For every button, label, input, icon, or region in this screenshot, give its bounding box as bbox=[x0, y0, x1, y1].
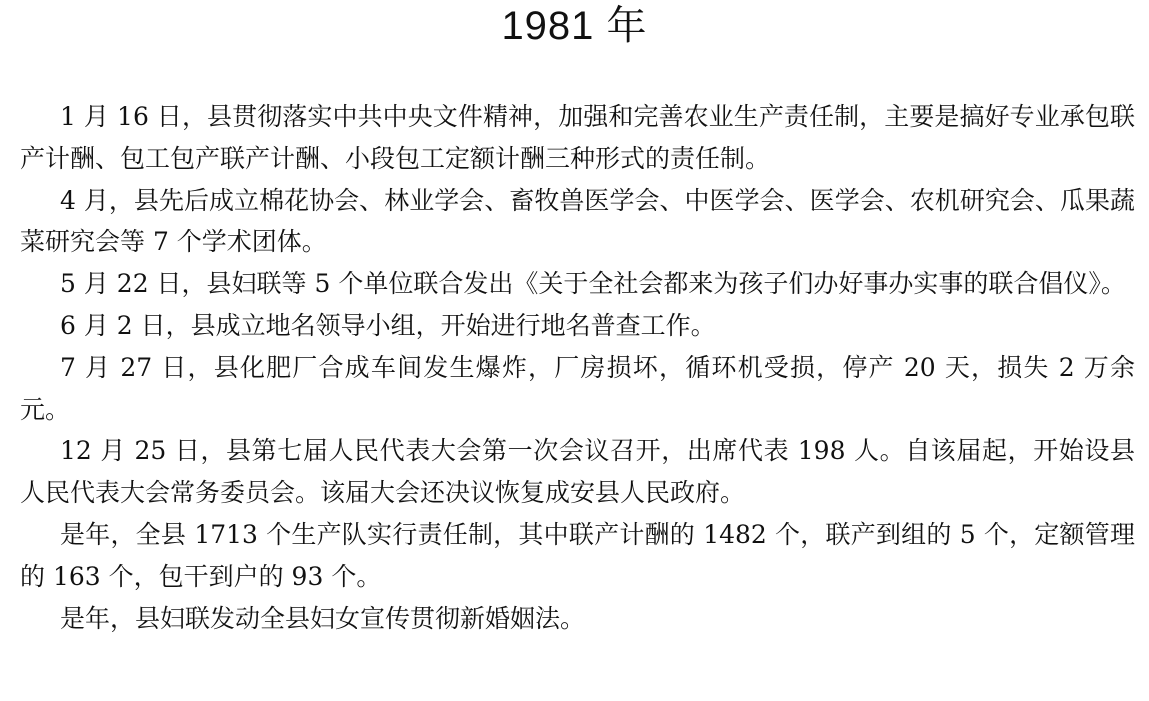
paragraph-jul-27: 7 月 27 日，县化肥厂合成车间发生爆炸，厂房损坏，循环机受损，停产 20 天，损失 2 万余元。 bbox=[20, 352, 1135, 424]
paragraph-dec-25: 12 月 25 日，县第七届人民代表大会第一次会议召开，出席代表 198 人。自该届起，开始设县人民代表大会常务委员会。该届大会还决议恢复成安县人民政府。 bbox=[20, 436, 1135, 508]
paragraph-year-marriage-law: 是年，县妇联发动全县妇女宣传贯彻新婚姻法。 bbox=[60, 603, 586, 633]
paragraph-jun-2: 6 月 2 日，县成立地名领导小组，开始进行地名普查工作。 bbox=[60, 310, 716, 340]
paragraph-may-22: 5 月 22 日，县妇联等 5 个单位联合发出《关于全社会都来为孩子们办好事办实事的联合倡仪》。 bbox=[60, 269, 1126, 299]
paragraph-april: 4 月，县先后成立棉花协会、林业学会、畜牧兽医学会、中医学会、医学会、农机研究会、瓜果蔬菜研究会等 7 个学术团体。 bbox=[20, 185, 1135, 257]
paragraph-year-responsibility: 是年，全县 1713 个生产队实行责任制，其中联产计酬的 1482 个，联产到组的 5 个，定额管理的 163 个，包干到户的 93 个。 bbox=[20, 519, 1135, 591]
paragraph-jan-16: 1 月 16 日，县贯彻落实中共中央文件精神，加强和完善农业生产责任制，主要是搞好专业承包联产计酬、包工包产联产计酬、小段包工定额计酬三种形式的责任制。 bbox=[20, 102, 1135, 173]
page-title: 1981 年 bbox=[501, 4, 648, 48]
chronicle-body bbox=[20, 96, 1135, 639]
